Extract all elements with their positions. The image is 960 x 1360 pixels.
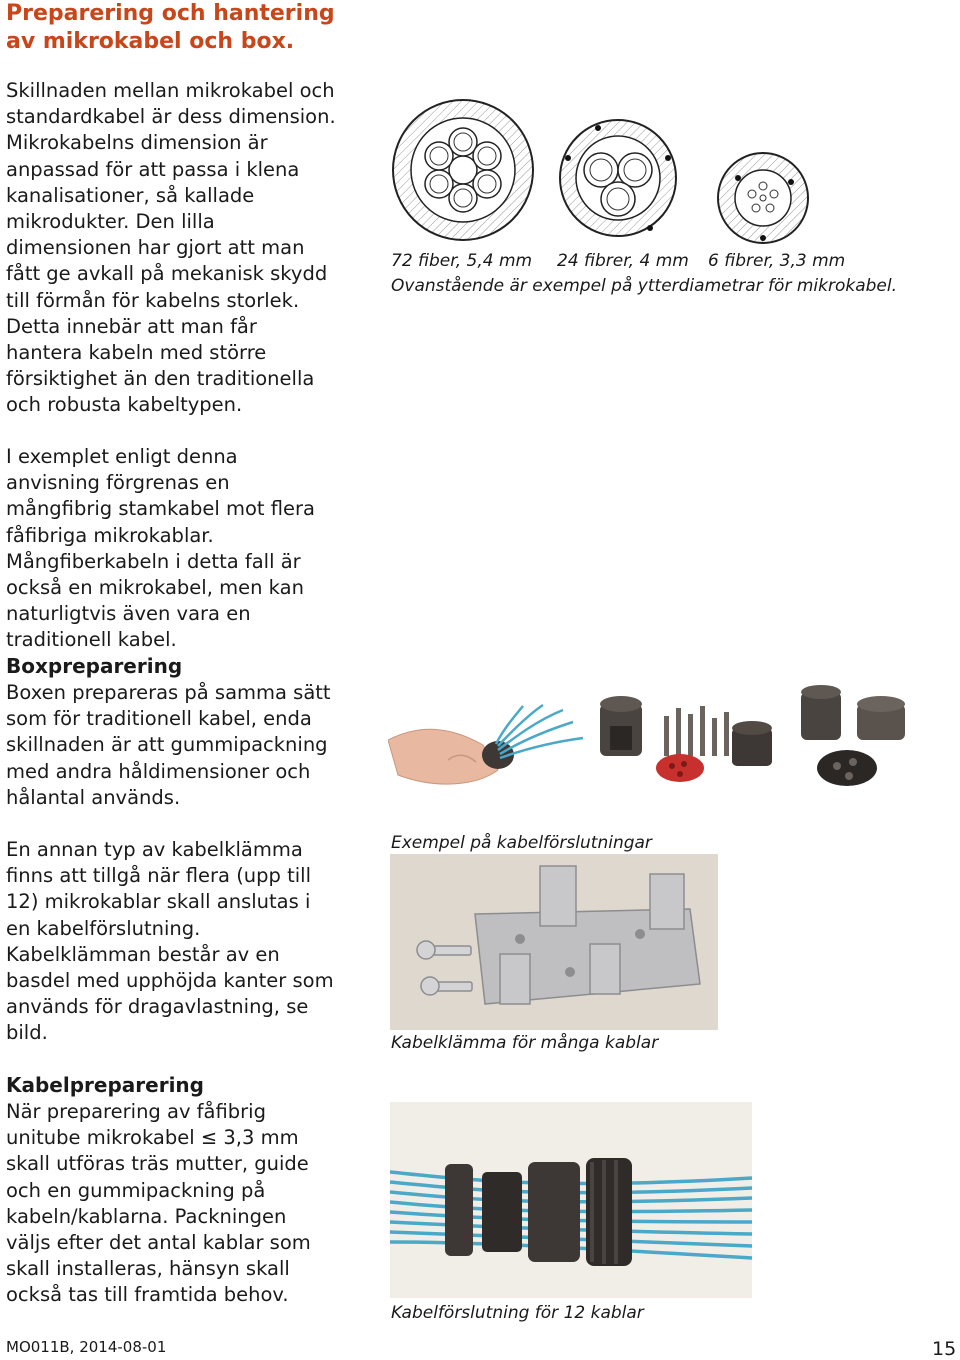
caption-clamp: Kabelklämma för många kablar xyxy=(391,1033,659,1053)
box-section-heading: Boxpreparering xyxy=(6,654,183,678)
cable-24-fiber-icon xyxy=(560,120,676,236)
cable-label-72: 72 fiber, 5,4 mm xyxy=(391,251,533,271)
cable-label-24: 24 fibrer, 4 mm xyxy=(557,251,689,271)
photo-closure-12-cables xyxy=(390,1102,752,1298)
cable-label-6: 6 fibrer, 3,3 mm xyxy=(708,251,846,271)
clamp-paragraph: En annan typ av kabelklämma finns att tillgå när flera (upp till 12) mikrokablar skall anslutas i en kabelförslutning. Kabelklämman består av en basdel med upphöjda kanter som används för dragavlastning, se bild. xyxy=(6,838,334,1045)
photo-cable-clamp xyxy=(390,854,718,1030)
caption-closure-12: Kabelförslutning för 12 kablar xyxy=(391,1303,644,1323)
footer-doc-id: MO011B, 2014-08-01 xyxy=(6,1338,167,1356)
page-title: Preparering och hantering av mikrokabel och box. xyxy=(6,1,335,54)
example-paragraph: I exemplet enligt denna anvisning förgrenas en mångfibrig stamkabel mot flera fåfibriga mikrokablar. Mångfiberkabeln i detta fall är också en mikrokabel, men kan naturligtvis även vara en traditionell kabel. xyxy=(6,445,316,652)
cable-diagram-caption: Ovanstående är exempel på ytterdiametrar för mikrokabel. xyxy=(391,276,897,296)
intro-paragraph: Skillnaden mellan mikrokabel och standardkabel är dess dimension. Mikrokabelns dimension är anpassad för att passa i klena kanalisationer, så kallade mikrodukter. Den lilla dimensionen har gjort att man fått ge avkall på mekanisk skydd till förmån för kabelns storlek. Detta innebär att man får hantera kabeln med större försiktighet än den traditionella och robusta kabeltypen. xyxy=(6,79,336,417)
cable-cross-sections xyxy=(388,98,888,248)
cable-6-fiber-icon xyxy=(718,153,808,243)
caption-closures: Exempel på kabelförslutningar xyxy=(391,833,652,853)
cable-cross-section-drawing xyxy=(388,98,888,248)
box-section-paragraph: Boxen prepareras på samma sätt som för traditionell kabel, enda skillnaden är att gummipackning med andra håldimensioner och hålantal används. xyxy=(6,681,331,809)
cable-72-fiber-icon xyxy=(393,100,533,240)
photo-hand-grommet xyxy=(388,700,588,800)
cable-section-paragraph: När preparering av fåfibrig unitube mikrokabel ≤ 3,3 mm skall utföras träs mutter, guide och en gummipackning på kabeln/kablarna. Packningen väljs efter det antal kablar som skall installeras, hänsyn skall också tas till framtida behov. xyxy=(6,1100,311,1307)
photo-grommet-parts xyxy=(592,686,782,791)
page-number: 15 xyxy=(932,1338,957,1360)
photo-grommet-black-insert xyxy=(795,682,915,792)
cable-section-heading: Kabelpreparering xyxy=(6,1073,204,1097)
